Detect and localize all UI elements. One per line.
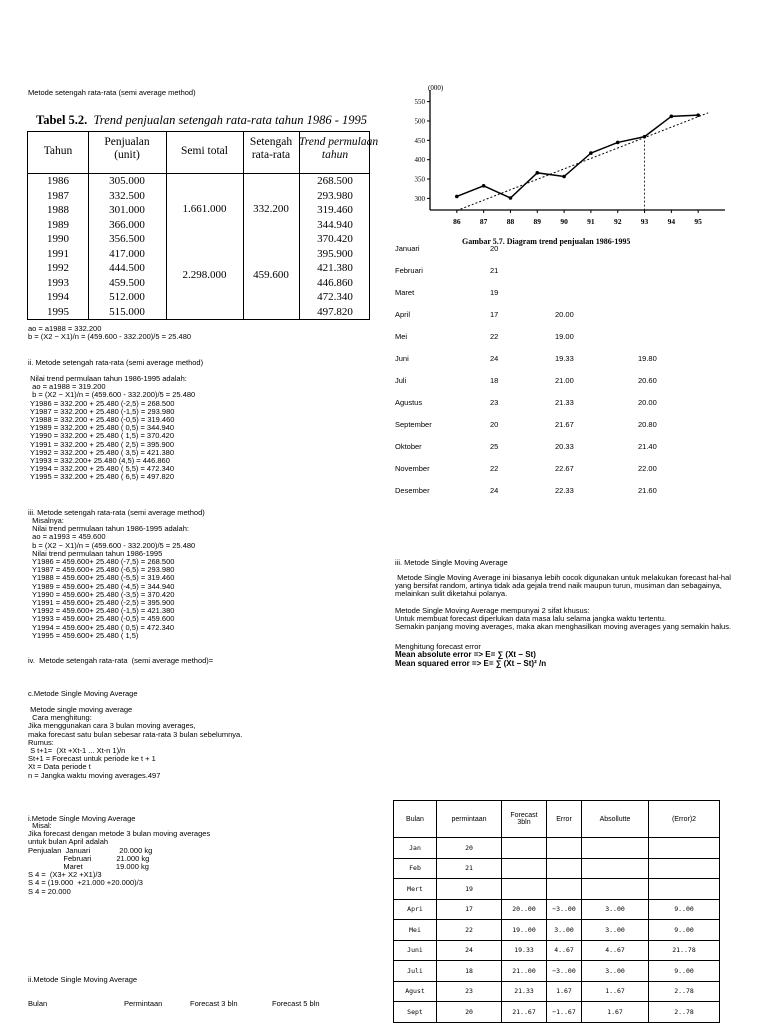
table-cell — [547, 858, 582, 879]
table-cell — [582, 879, 649, 900]
para-forecast-error: Menghitung forecast error — [395, 642, 481, 651]
text-line: Penjualan Januari 20.000 kg — [28, 845, 153, 855]
x-tick-label: 88 — [506, 217, 515, 226]
month-label: April — [395, 310, 411, 319]
month-value: 19.33 — [555, 354, 574, 363]
month-value: 21.33 — [555, 398, 574, 407]
chart-title: Gambar 5.7. Diagram trend penjualan 1986-1995 — [462, 237, 631, 246]
month-label: Desember — [395, 486, 430, 495]
x-tick-label: 87 — [479, 217, 488, 226]
text-line: Jika menggunakan cara 3 bulan moving averages, — [28, 721, 196, 731]
x-tick-label: 92 — [613, 217, 622, 226]
t52-cell: 1986 — [47, 175, 69, 187]
month-label: Maret — [395, 288, 415, 297]
table-cell: 20 — [437, 838, 502, 859]
para-random: Metode Single Moving Average ini biasanya lebih cocok digunakan untuk melakukan forecast hal-hal yang bersifat random, artinya tidak ada gejala trend naik maupun turun, musiman dan sebagainya, melainkan sulit diketahui polanya. — [395, 573, 731, 599]
t52-cell: 459.500 — [109, 276, 145, 289]
month-label: Mei — [395, 332, 408, 341]
table-cell — [582, 858, 649, 879]
table-cell: −3..00 — [547, 961, 582, 982]
t52-cell: 370.420 — [317, 233, 353, 245]
block-i — [28, 822, 210, 896]
table-row — [394, 940, 720, 961]
t52-cell: 512.000 — [109, 291, 145, 303]
month-label: Juli — [395, 376, 407, 385]
table-header: permintaan — [437, 801, 502, 838]
table-cell: 9..00 — [649, 920, 720, 941]
table-cell — [547, 838, 582, 859]
text-line: Y1995 = 332.200 + 25.480 ( 6,5) = 497.820 — [28, 472, 175, 482]
text-line: Xt = Data periode t — [28, 762, 91, 772]
month-label: Juni — [395, 354, 409, 363]
heading-c: c.Metode Single Moving Average — [28, 689, 138, 698]
y-tick-label: 550 — [414, 98, 425, 107]
x-tick-label: 91 — [587, 217, 595, 226]
heading-right-iii: iii. Metode Single Moving Average — [395, 558, 508, 567]
text-line: Nilai trend permulaan tahun 1986-1995 — [28, 548, 163, 558]
text-line: Y1989 = 332.200 + 25.480 ( 0,5) = 344.940 — [28, 423, 175, 433]
block-ii — [28, 375, 195, 482]
t52-halfavg-1: 332.200 — [253, 203, 289, 215]
text-line: Misal: — [28, 821, 52, 830]
text-line: S 4 = (X3+ X2 +X1)/3 — [28, 870, 102, 880]
t52-cell: 472.340 — [317, 291, 353, 303]
t52-cell: 1987 — [47, 189, 69, 202]
month-value: 23 — [490, 398, 499, 407]
text-line: Y1991 = 332.200 + 25.480 ( 2,5) = 395.900 — [28, 439, 175, 449]
table-header: Error — [547, 801, 582, 838]
t52-cell: 366.000 — [109, 218, 145, 231]
t52-header-year: Tahun — [43, 145, 73, 157]
t52-cell: 293.980 — [317, 189, 353, 202]
text-line: Y1994 = 332.200 + 25.480 ( 5,5) = 472.340 — [28, 464, 175, 474]
heading-semi-average: Metode setengah rata-rata (semi average method) — [28, 88, 196, 97]
table-cell: 24 — [437, 940, 502, 961]
table-cell: Agust — [394, 981, 437, 1002]
text-line: Nilai trend permulaan tahun 1986-1995 adalah: — [28, 374, 187, 383]
table-cell: 2..78 — [649, 1002, 720, 1023]
t52-cell: 1992 — [47, 262, 69, 274]
t52-cell: 515.000 — [109, 305, 145, 318]
table-cell — [649, 858, 720, 879]
table-cell: 9..00 — [649, 961, 720, 982]
t52-cell: 1988 — [47, 204, 69, 216]
y-tick-label: 350 — [414, 175, 425, 184]
t52-halfavg-2: 459.600 — [253, 269, 289, 281]
text-line: Y1989 = 459.600+ 25.480 (-4,5) = 344.940 — [28, 581, 175, 591]
month-value: 20.80 — [638, 420, 657, 429]
table-cell: 3..00 — [582, 899, 649, 920]
table-cell: 21..78 — [649, 940, 720, 961]
text-line: Y1990 = 332.200 + 25.480 ( 1,5) = 370.420 — [28, 431, 175, 441]
x-tick-label: 95 — [694, 217, 702, 226]
t52-cell: 332.500 — [109, 189, 145, 202]
monthly-forecast-list — [395, 0, 695, 500]
bottom-header-bulan: Bulan — [28, 999, 48, 1008]
text-line: Februari 21.000 kg — [28, 853, 150, 863]
month-value: 17 — [490, 310, 499, 319]
t52-trend — [299, 174, 371, 319]
table-cell — [502, 879, 547, 900]
month-value: 21.00 — [555, 376, 574, 385]
text-line: Y1991 = 459.600+ 25.480 (-2,5) = 395.900 — [28, 598, 175, 608]
text-line: untuk bulan April adalah — [28, 837, 109, 847]
t52-cell: 268.500 — [317, 175, 353, 187]
y-unit-label: (000) — [428, 84, 444, 92]
text-line: S 4 = (19.000 +21.000 +20.000)/3 — [28, 878, 143, 888]
table-cell — [649, 879, 720, 900]
formula-mse: Mean squared error => E= ∑ (Xt − St)² /n — [395, 659, 547, 668]
table-cell: 9..00 — [649, 899, 720, 920]
table-cell: Juli — [394, 961, 437, 982]
text-line: S 4 = 20.000 — [28, 886, 71, 896]
text-line: b = (X2 − X1)/n = (459.600 - 332.200)/5 = 25.480 — [28, 540, 196, 550]
table-5-2-title: Tabel 5.2. Trend penjualan setengah rata-rata tahun 1986 - 1995 — [36, 113, 368, 127]
table-row — [394, 961, 720, 982]
t52-cell: 395.900 — [317, 247, 353, 260]
text-line: Y1986 = 459.600+ 25.480 (-7,5) = 268.500 — [28, 557, 175, 567]
y-tick-label: 400 — [414, 156, 425, 165]
table-cell: 17 — [437, 899, 502, 920]
t52-semitotal-1: 1.661.000 — [182, 203, 227, 215]
text-line: Y1988 = 459.600+ 25.480 (-5,5) = 319.460 — [28, 573, 175, 583]
heading-ii2: ii.Metode Single Moving Average — [28, 975, 138, 984]
table-cell — [582, 838, 649, 859]
month-value: 21.67 — [555, 420, 574, 429]
t52-cell: 497.820 — [317, 305, 353, 318]
month-value: 20.60 — [638, 376, 657, 385]
month-value: 22 — [490, 464, 499, 473]
month-value: 21.60 — [638, 486, 657, 495]
text-line: Y1992 = 459.600+ 25.480 (-1,5) = 421.380 — [28, 606, 175, 616]
text-line: maka forecast satu bulan sebesar rata-rata 3 bulan sebelumnya. — [28, 729, 243, 739]
heading-i: i.Metode Single Moving Average — [28, 814, 136, 823]
t52-header-sales: Penjualan (unit) — [104, 136, 150, 161]
table-cell: 19 — [437, 879, 502, 900]
text-line: S t+1= (Xt +Xt-1 ... Xt-n 1)/n — [28, 746, 126, 756]
t52-header-trend: Trend permulaan tahun — [299, 136, 379, 161]
table-cell: 3..00 — [547, 920, 582, 941]
text-line: Cara menghitung: — [28, 713, 92, 723]
text-line: b = (X2 − X1)/n = (459.600 - 332.200)/5 = 25.480 — [28, 390, 196, 400]
text-line: Y1987 = 459.600+ 25.480 (-6,5) = 293.980 — [28, 565, 175, 575]
table-cell: Sept — [394, 1002, 437, 1023]
t52-cell: 301.000 — [109, 204, 145, 216]
text-line: Y1993 = 332.200+ 25.480 (4,5) = 446.860 — [28, 456, 170, 466]
table-cell: 3..00 — [582, 961, 649, 982]
month-label: September — [395, 420, 432, 429]
month-value: 19.80 — [638, 354, 657, 363]
text-line: Misalnya: — [28, 516, 64, 525]
table-row — [394, 899, 720, 920]
text-line: Maret 19.000 kg — [28, 862, 149, 872]
table-row — [394, 981, 720, 1002]
month-value: 20 — [490, 420, 499, 429]
month-label: Oktober — [395, 442, 422, 451]
text-line: Y1990 = 459.600+ 25.480 (-3,5) = 370.420 — [28, 589, 175, 599]
table-cell: 21.33 — [502, 981, 547, 1002]
bottom-header-fc5: Forecast 5 bln — [272, 999, 320, 1008]
table-cell: −3..00 — [547, 899, 582, 920]
text-line: Jika forecast dengan metode 3 bulan moving averages — [28, 829, 211, 839]
month-value: 21 — [490, 266, 499, 275]
text-line: ao = a1988 = 319.200 — [28, 382, 106, 392]
month-value: 20.00 — [555, 310, 574, 319]
month-value: 24 — [490, 486, 499, 495]
table-cell — [649, 838, 720, 859]
table-cell: Juni — [394, 940, 437, 961]
formula-mae: Mean absolute error => E= ∑ (Xt − St) — [395, 650, 536, 659]
table-cell — [502, 838, 547, 859]
month-value: 22.00 — [638, 464, 657, 473]
table-cell: Mei — [394, 920, 437, 941]
table-cell: 18 — [437, 961, 502, 982]
x-tick-label: 93 — [640, 217, 649, 226]
table-cell: Feb — [394, 858, 437, 879]
t52-cell: 305.000 — [109, 175, 145, 187]
month-value: 25 — [490, 442, 499, 451]
text-line: Y1986 = 332.200 + 25.480 (-2,5) = 268.500 — [28, 398, 175, 408]
month-label: Agustus — [395, 398, 423, 407]
table-cell: 4..67 — [547, 940, 582, 961]
bottom-header-fc3: Forecast 3 bln — [190, 999, 238, 1008]
table-cell: 2..78 — [649, 981, 720, 1002]
text-line: n = Jangka waktu moving averages.497 — [28, 770, 161, 780]
t52-cell: 1994 — [47, 291, 69, 303]
x-tick-label: 86 — [453, 217, 461, 226]
text-line: ao = a1988 = 332.200 — [28, 324, 102, 333]
table-cell: 22 — [437, 920, 502, 941]
text-line: Y1993 = 459.600+ 25.480 (-0,5) = 459.600 — [28, 614, 175, 624]
month-label: Februari — [395, 266, 423, 275]
month-value: 22.33 — [555, 486, 574, 495]
text-line: St+1 = Forecast untuk periode ke t + 1 — [28, 754, 156, 764]
sales-point — [696, 113, 700, 117]
text-line: Y1988 = 332.200 + 25.480 (-0,5) = 319.460 — [28, 415, 175, 425]
table-5-2 — [27, 131, 379, 320]
table-header: Absollutte — [582, 801, 649, 838]
table-cell: Apri — [394, 899, 437, 920]
bottom-header-permintaan: Permintaan — [124, 999, 163, 1008]
text-line: b = (X2 − X1)/n = (459.600 - 332.200)/5 = 25.480 — [28, 332, 192, 342]
table-header: Bulan — [394, 801, 437, 838]
month-value: 18 — [490, 376, 499, 385]
text-line: ao = a1993 = 459.600 — [28, 532, 106, 542]
month-value: 19.00 — [555, 332, 574, 341]
table-header: (Error)2 — [649, 801, 720, 838]
month-value: 24 — [490, 354, 499, 363]
heading-iii: iii. Metode setengah rata-rata (semi average method) — [28, 508, 205, 517]
text-line: Nilai trend permulaan tahun 1986-1995 adalah: — [28, 524, 189, 534]
table-cell: Jan — [394, 838, 437, 859]
table-cell: 19.33 — [502, 940, 547, 961]
t52-header-halfavg: Setengah rata-rata — [249, 136, 293, 161]
heading-iv: iv. Metode setengah rata-rata (semi average method)= — [28, 656, 214, 665]
table-cell: 1..67 — [582, 981, 649, 1002]
table-header: Forecast 3bln — [502, 801, 547, 838]
month-label: November — [395, 464, 430, 473]
month-value: 22.67 — [555, 464, 574, 473]
table-cell: 20..00 — [502, 899, 547, 920]
t52-cell: 1991 — [47, 247, 69, 260]
t52-cell: 319.460 — [317, 204, 353, 216]
y-tick-label: 450 — [414, 136, 425, 145]
month-value: 20 — [490, 244, 499, 253]
text-line: Y1992 = 332.200 + 25.480 ( 3,5) = 421.380 — [28, 447, 175, 457]
month-value: 22 — [490, 332, 499, 341]
table-cell: −1..67 — [547, 1002, 582, 1023]
table-cell: 20 — [437, 1002, 502, 1023]
text-line: Y1994 = 459.600+ 25.480 ( 0,5) = 472.340 — [28, 622, 175, 632]
forecast-error-table — [393, 800, 720, 1023]
t52-semitotal-2: 2.298.000 — [182, 269, 227, 281]
month-value: 20.33 — [555, 442, 574, 451]
table-row — [394, 879, 720, 900]
t52-cell: 421.380 — [317, 262, 353, 274]
text-line: Rumus: — [28, 737, 54, 747]
table-cell: 1.67 — [547, 981, 582, 1002]
month-label: Januari — [395, 244, 420, 253]
t52-header-semitotal: Semi total — [181, 145, 228, 157]
x-tick-label: 89 — [533, 217, 542, 226]
table-row — [394, 920, 720, 941]
table-cell: 1.67 — [582, 1002, 649, 1023]
table-cell: 21..67 — [502, 1002, 547, 1023]
t52-cell: 417.000 — [109, 247, 145, 260]
t52-cell: 356.500 — [109, 233, 145, 245]
table-row — [394, 1002, 720, 1023]
t52-sales — [88, 174, 166, 319]
t52-cell: 1995 — [47, 305, 69, 318]
x-tick-label: 94 — [667, 217, 676, 226]
table-row — [394, 858, 720, 879]
table-cell: 21..00 — [502, 961, 547, 982]
y-tick-label: 500 — [414, 117, 425, 126]
t52-cell: 444.500 — [109, 262, 145, 274]
y-tick-label: 300 — [414, 194, 425, 203]
month-value: 21.40 — [638, 442, 657, 451]
text-line: Metode single moving average — [28, 705, 133, 714]
table-cell — [502, 858, 547, 879]
text-line: Y1995 = 459.600+ 25.480 ( 1,5) — [28, 630, 139, 640]
t52-cell: 446.860 — [317, 276, 353, 289]
block-ao-b — [28, 325, 191, 341]
table-cell — [547, 879, 582, 900]
text-line: Y1987 = 332.200 + 25.480 (-1,5) = 293.980 — [28, 406, 175, 416]
x-tick-label: 90 — [560, 217, 568, 226]
t52-cell: 1990 — [47, 233, 69, 245]
month-value: 20.00 — [638, 398, 657, 407]
t52-cell: 344.940 — [317, 218, 353, 231]
table-cell: Mert — [394, 879, 437, 900]
table-cell: 3..00 — [582, 920, 649, 941]
para-sifat: Metode Single Moving Average mempunyai 2 sifat khusus: Untuk membuat forecast diperlukan data masa lalu selama jangka waktu tertentu. Semakin panjang moving averages, maka akan menghasilkan moving averages yang semakin halus. — [395, 606, 732, 632]
table-cell: 4..67 — [582, 940, 649, 961]
t52-years — [28, 174, 88, 319]
block-iii — [28, 517, 195, 640]
table-cell: 23 — [437, 981, 502, 1002]
heading-ii: ii. Metode setengah rata-rata (semi average method) — [28, 358, 204, 367]
table-row — [394, 838, 720, 859]
table-cell: 21 — [437, 858, 502, 879]
t52-cell: 1989 — [47, 218, 69, 231]
block-c — [28, 706, 242, 780]
t52-cell: 1993 — [47, 276, 69, 289]
table-cell: 19..00 — [502, 920, 547, 941]
month-value: 19 — [490, 288, 499, 297]
